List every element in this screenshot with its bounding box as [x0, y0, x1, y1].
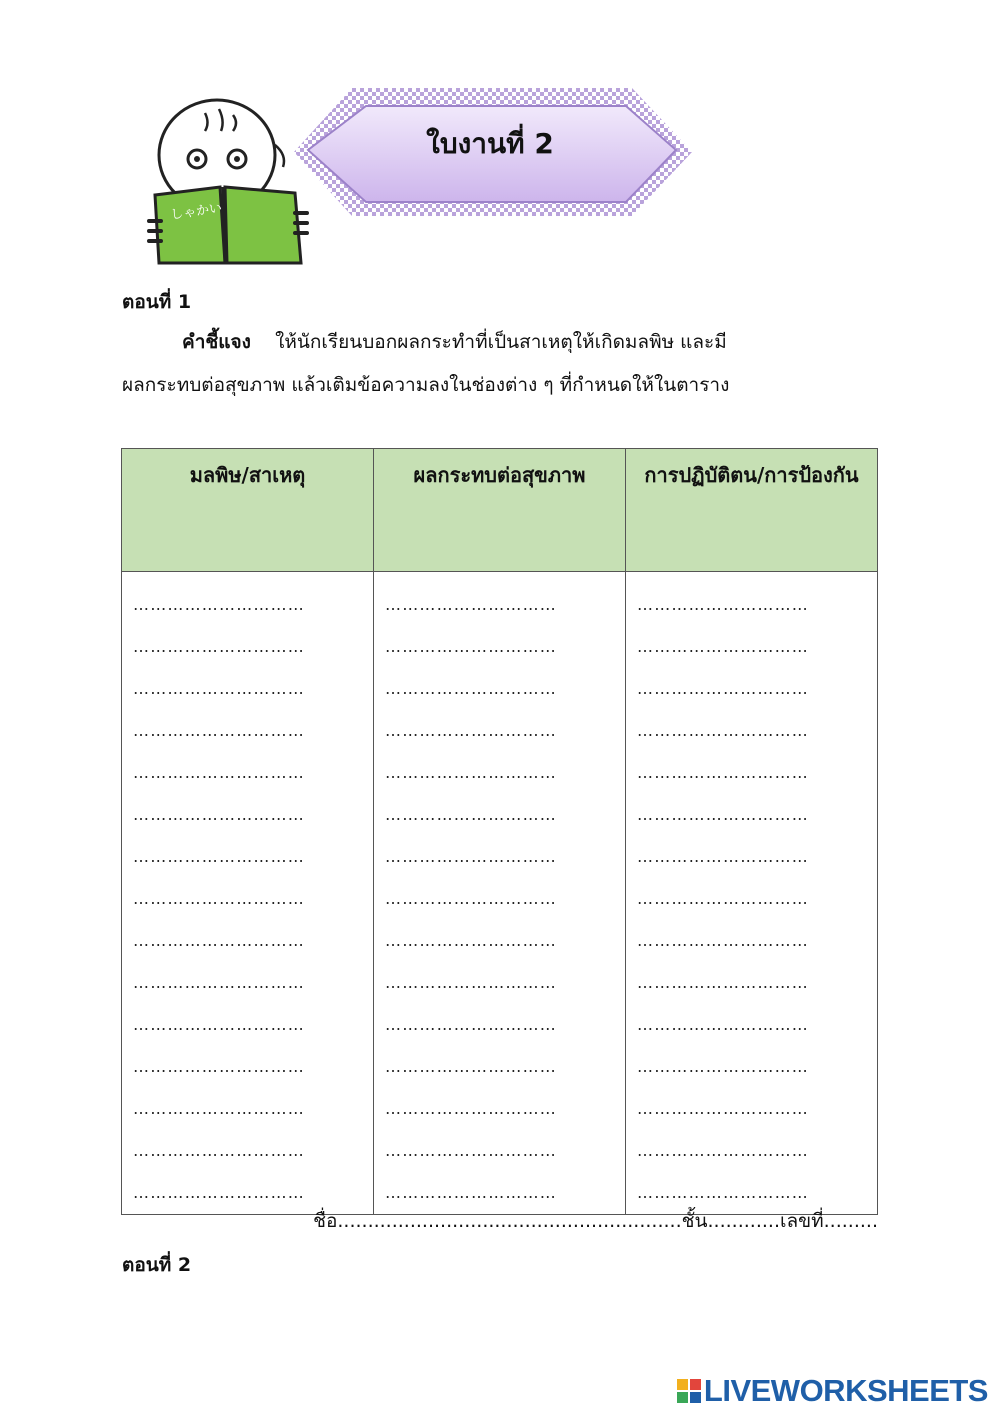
dotted-answer-line[interactable]: …………………………	[385, 973, 557, 992]
dotted-answer-line[interactable]: …………………………	[133, 1015, 305, 1034]
dotted-answer-line[interactable]: …………………………	[385, 595, 557, 614]
dotted-answer-line[interactable]: …………………………	[133, 595, 305, 614]
header-prevention: การปฏิบัติตน/การป้องกัน	[626, 449, 878, 572]
worksheet-title: ใบงานที่ 2	[426, 127, 554, 160]
dotted-answer-line[interactable]: …………………………	[637, 1057, 809, 1076]
dotted-answer-line[interactable]: …………………………	[133, 637, 305, 656]
dotted-answer-line[interactable]: …………………………	[133, 1141, 305, 1160]
dotted-answer-line[interactable]: …………………………	[637, 847, 809, 866]
dotted-answer-line[interactable]: …………………………	[637, 1099, 809, 1118]
liveworksheets-logo	[677, 1373, 988, 1409]
dotted-answer-line[interactable]: …………………………	[385, 721, 557, 740]
student-info-line[interactable]: ชื่อ.........................................................ชั้น............เลขที่.........	[313, 1210, 878, 1232]
instruction-label: คำชี้แจง	[182, 331, 251, 353]
dotted-answer-line[interactable]: …………………………	[385, 763, 557, 782]
dotted-answer-line[interactable]: …………………………	[637, 973, 809, 992]
dotted-answer-line[interactable]: …………………………	[385, 1183, 557, 1202]
header-health-effect: ผลกระทบต่อสุขภาพ	[374, 449, 626, 572]
dotted-answer-line[interactable]: …………………………	[133, 1183, 305, 1202]
dotted-answer-line[interactable]: …………………………	[385, 637, 557, 656]
dotted-answer-line[interactable]: …………………………	[385, 1057, 557, 1076]
dotted-answer-line[interactable]: …………………………	[133, 763, 305, 782]
dotted-answer-line[interactable]: …………………………	[637, 595, 809, 614]
header-pollution-cause: มลพิษ/สาเหตุ	[122, 449, 374, 572]
dotted-answer-line[interactable]: …………………………	[385, 805, 557, 824]
dotted-answer-line[interactable]: …………………………	[133, 679, 305, 698]
logo-text: LIVEWORKSHEETS	[703, 1373, 988, 1408]
dotted-answer-line[interactable]: …………………………	[133, 805, 305, 824]
dotted-answer-line[interactable]: …………………………	[385, 931, 557, 950]
dotted-answer-line[interactable]: …………………………	[133, 973, 305, 992]
instruction-line-1	[182, 330, 727, 354]
answer-table	[121, 448, 878, 1215]
dotted-answer-line[interactable]: …………………………	[637, 889, 809, 908]
dotted-answer-line[interactable]: …………………………	[637, 1015, 809, 1034]
answer-cell-health-effect[interactable]	[374, 572, 626, 1215]
dotted-answer-line[interactable]: …………………………	[133, 1099, 305, 1118]
dotted-answer-line[interactable]: …………………………	[133, 1057, 305, 1076]
dotted-answer-line[interactable]: …………………………	[637, 763, 809, 782]
dotted-answer-line[interactable]: …………………………	[133, 847, 305, 866]
answer-cell-prevention[interactable]	[626, 572, 878, 1215]
dotted-answer-line[interactable]: …………………………	[637, 637, 809, 656]
book-cover-text: しゃかい	[169, 200, 224, 223]
dotted-answer-line[interactable]: …………………………	[133, 721, 305, 740]
dotted-answer-line[interactable]: …………………………	[385, 847, 557, 866]
liveworksheets-logo-icon	[677, 1379, 701, 1403]
dotted-answer-line[interactable]: …………………………	[133, 889, 305, 908]
dotted-answer-line[interactable]: …………………………	[637, 1183, 809, 1202]
mascot-reading-book-illustration	[145, 95, 315, 265]
dotted-answer-line[interactable]: …………………………	[385, 679, 557, 698]
dotted-answer-line[interactable]: …………………………	[637, 721, 809, 740]
dotted-answer-line[interactable]: …………………………	[637, 805, 809, 824]
part1-label: ตอนที่ 1	[122, 291, 192, 313]
instruction-text-1: ให้นักเรียนบอกผลกระทำที่เป็นสาเหตุให้เกิดมลพิษ และมี	[275, 331, 727, 353]
dotted-answer-line[interactable]: …………………………	[385, 1015, 557, 1034]
dotted-answer-line[interactable]: …………………………	[637, 1141, 809, 1160]
dotted-answer-line[interactable]: …………………………	[637, 679, 809, 698]
dotted-answer-line[interactable]: …………………………	[637, 931, 809, 950]
answer-cell-pollution-cause[interactable]	[122, 572, 374, 1215]
dotted-answer-line[interactable]: …………………………	[385, 889, 557, 908]
dotted-answer-line[interactable]: …………………………	[133, 931, 305, 950]
instruction-line-2: ผลกระทบต่อสุขภาพ แล้วเติมข้อความลงในช่องต่าง ๆ ที่กำหนดให้ในตาราง	[122, 374, 730, 396]
dotted-answer-line[interactable]: …………………………	[385, 1141, 557, 1160]
part2-label: ตอนที่ 2	[122, 1254, 192, 1276]
dotted-answer-line[interactable]: …………………………	[385, 1099, 557, 1118]
